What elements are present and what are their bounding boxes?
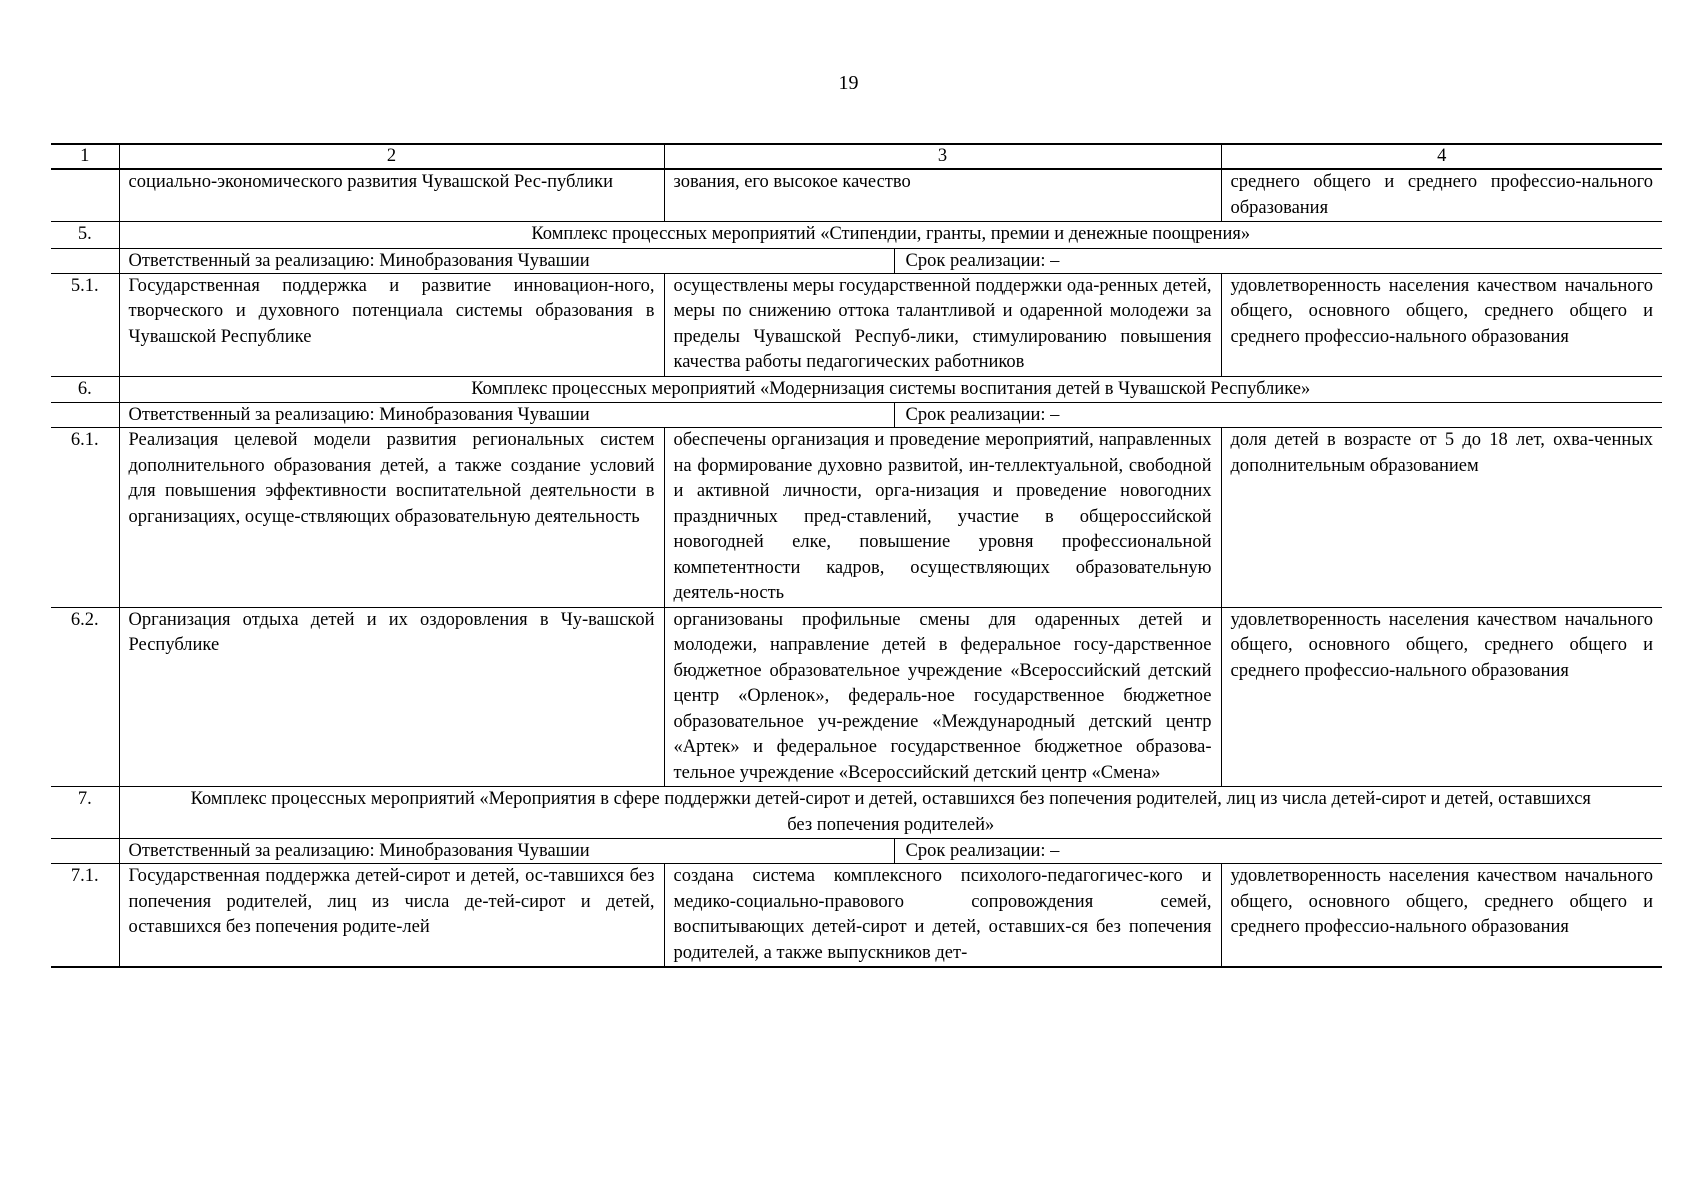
result-cell: зования, его высокое качество	[664, 169, 1221, 222]
table-header-row	[51, 144, 1662, 169]
measures-table	[51, 143, 1662, 968]
table-row	[51, 864, 1662, 968]
task-cell: Государственная поддержка и развитие инновацион-ного, творческого и духовного потенциала системы образования в Чувашской Республике	[119, 273, 664, 376]
section-number: 6.	[51, 376, 119, 403]
indicator-cell: удовлетворенность населения качеством начального общего, основного общего, среднего общего и среднего профессио-нального образования	[1221, 273, 1662, 376]
indicator-cell: среднего общего и среднего профессио-нального образования	[1221, 169, 1662, 222]
result-cell: обеспечены организация и проведение мероприятий, направленных на формирование духовно развитой, ин-теллектуальной, свободной и активной личности, орга-низация и проведение новогодних праздничных пред-ставлений, участие в общероссийской новогодней елке, повышение уровня профессиональной компетентности кадров, осуществляющих образовательную деятель-ность	[664, 428, 1221, 608]
responsible-row	[51, 403, 1662, 428]
section-title-row	[51, 376, 1662, 403]
indicator-cell: удовлетворенность населения качеством начального общего, основного общего, среднего общего и среднего профессио-нального образования	[1221, 607, 1662, 787]
section-title-row	[51, 222, 1662, 249]
responsible-text: Ответственный за реализацию: Минобразования Чувашии	[120, 403, 895, 427]
table-row	[51, 607, 1662, 787]
task-cell: социально-экономического развития Чувашской Рес-публики	[119, 169, 664, 222]
column-header: 4	[1221, 144, 1662, 169]
section-title: Комплекс процессных мероприятий «Модернизация системы воспитания детей в Чувашской Республике»	[119, 376, 1662, 403]
row-number: 6.2.	[51, 607, 119, 787]
responsible-text: Ответственный за реализацию: Минобразования Чувашии	[120, 249, 895, 273]
task-cell: Реализация целевой модели развития региональных систем дополнительного образования детей, а также создание условий для повышения эффективности воспитательной деятельности в организациях, осуще-ствляющих образовательную деятельность	[119, 428, 664, 608]
task-cell: Организация отдыха детей и их оздоровления в Чу-вашской Республике	[119, 607, 664, 787]
table-row	[51, 169, 1662, 222]
section-title-row	[51, 787, 1662, 839]
row-number: 7.1.	[51, 864, 119, 968]
page-number: 19	[838, 72, 859, 94]
row-number: 6.1.	[51, 428, 119, 608]
indicator-cell: удовлетворенность населения качеством начального общего, основного общего, среднего общего и среднего профессио-нального образования	[1221, 864, 1662, 968]
indicator-cell: доля детей в возрасте от 5 до 18 лет, охва-ченных дополнительным образованием	[1221, 428, 1662, 608]
result-cell: организованы профильные смены для одаренных детей и молодежи, направление детей в федеральное госу-дарственное бюджетное образовательное учреждение «Всероссийский детский центр «Орленок», федераль-ное государственное бюджетное образовательное уч-реждение «Международный детский центр «Артек» и федеральное государственное бюджетное образова-тельное учреждение «Всероссийский детский центр «Смена»	[664, 607, 1221, 787]
column-header: 1	[51, 144, 119, 169]
row-number	[51, 169, 119, 222]
column-header: 2	[119, 144, 664, 169]
section-title: Комплекс процессных мероприятий «Мероприятия в сфере поддержки детей-сирот и детей, оставшихся без попечения родителей, лиц из числа детей-сирот и детей, оставшихся без попечения родителей»	[119, 787, 1662, 839]
task-cell: Государственная поддержка детей-сирот и детей, ос-тавшихся без попечения родителей, лиц из числа де-тей-сирот и детей, оставшихся без попечения родите-лей	[119, 864, 664, 968]
result-cell: создана система комплексного психолого-педагогичес-кого и медико-социально-правового сопровождения семей, воспитывающих детей-сирот и детей, оставших-ся без попечения родителей, а также выпускников дет-	[664, 864, 1221, 968]
row-number: 5.1.	[51, 273, 119, 376]
section-number: 7.	[51, 787, 119, 839]
responsible-row	[51, 839, 1662, 864]
section-title: Комплекс процессных мероприятий «Стипендии, гранты, премии и денежные поощрения»	[119, 222, 1662, 249]
table-row	[51, 273, 1662, 376]
table-row	[51, 428, 1662, 608]
deadline-text: Срок реализации: –	[905, 405, 1060, 425]
column-header: 3	[664, 144, 1221, 169]
deadline-text: Срок реализации: –	[905, 841, 1060, 861]
result-cell: осуществлены меры государственной поддержки ода-ренных детей, меры по снижению оттока талантливой и одаренной молодежи за пределы Чувашской Респуб-лики, стимулированию повышения качества работы педагогических работников	[664, 273, 1221, 376]
responsible-text: Ответственный за реализацию: Минобразования Чувашии	[120, 839, 895, 863]
section-number: 5.	[51, 222, 119, 249]
responsible-row	[51, 248, 1662, 273]
deadline-text: Срок реализации: –	[905, 250, 1060, 271]
